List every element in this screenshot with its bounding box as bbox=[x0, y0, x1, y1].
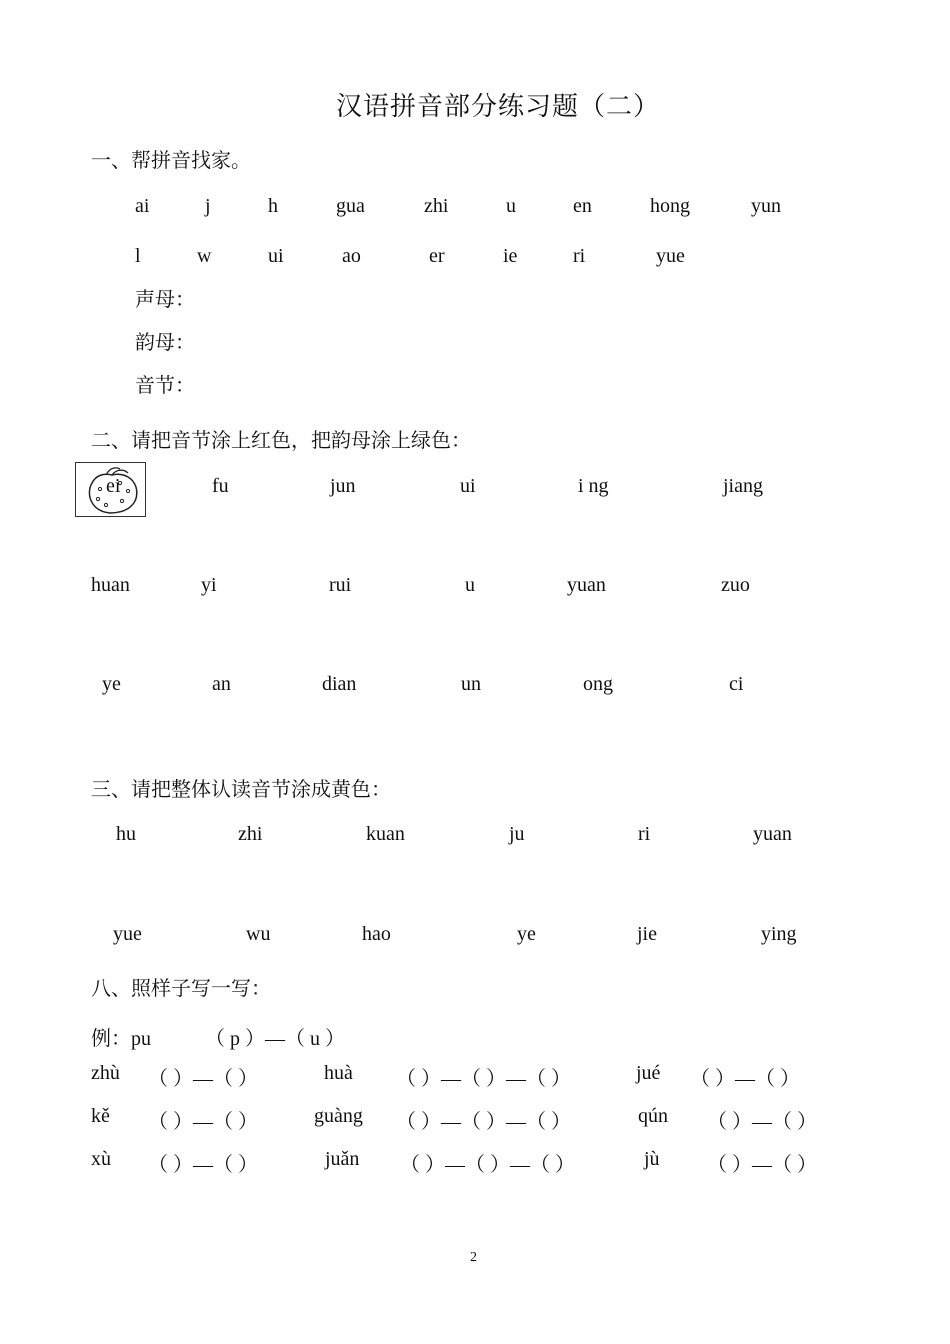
pinyin-item: ci bbox=[729, 673, 744, 695]
section2-heading: 二、请把音节涂上红色，把韵母涂上绿色： bbox=[91, 430, 471, 452]
pinyin-item: jie bbox=[637, 923, 657, 945]
exercise-blanks: （ ）—（ ） bbox=[690, 1068, 800, 1090]
pinyin-item: l bbox=[135, 245, 141, 267]
section3-heading: 三、请把整体认读音节涂成黄色： bbox=[91, 779, 391, 801]
pinyin-item: jun bbox=[330, 475, 356, 497]
page-title: 汉语拼音部分练习题（二） bbox=[336, 92, 661, 121]
pinyin-item: i ng bbox=[578, 475, 609, 497]
pinyin-item: wu bbox=[246, 923, 271, 945]
strawberry-example-box bbox=[75, 462, 146, 517]
pinyin-item: an bbox=[212, 673, 231, 695]
pinyin-item: ri bbox=[573, 245, 586, 267]
pinyin-item: ye bbox=[517, 923, 536, 945]
pinyin-item: ai bbox=[135, 195, 150, 217]
pinyin-item: er bbox=[429, 245, 445, 267]
pinyin-item: huan bbox=[91, 574, 130, 596]
exercise-syllable: jù bbox=[644, 1148, 660, 1170]
pinyin-item: un bbox=[461, 673, 481, 695]
pinyin-item: fu bbox=[212, 475, 229, 497]
pinyin-item: j bbox=[205, 195, 211, 217]
pinyin-item: kuan bbox=[366, 823, 405, 845]
pinyin-item: u bbox=[506, 195, 516, 217]
page-number: 2 bbox=[470, 1250, 477, 1265]
exercise-blanks: （ ）—（ ） bbox=[707, 1111, 817, 1133]
exercise-syllable: juǎn bbox=[325, 1148, 360, 1170]
exercise-blanks: （ ）—（ ） bbox=[148, 1154, 258, 1176]
exercise-blanks: （ ）—（ ） bbox=[148, 1111, 258, 1133]
pinyin-item: ui bbox=[268, 245, 284, 267]
exercise-syllable: qún bbox=[638, 1105, 668, 1127]
pinyin-item: hong bbox=[650, 195, 690, 217]
pinyin-item: ao bbox=[342, 245, 361, 267]
pinyin-item: yue bbox=[656, 245, 685, 267]
shengmu-label: 声母： bbox=[135, 289, 195, 311]
pinyin-item: zuo bbox=[721, 574, 750, 596]
exercise-syllable: xù bbox=[91, 1148, 111, 1170]
pinyin-item: yuan bbox=[753, 823, 792, 845]
pinyin-item: jiang bbox=[723, 475, 763, 497]
pinyin-item: hu bbox=[116, 823, 136, 845]
pinyin-item: ie bbox=[503, 245, 518, 267]
exercise-blanks: （ ）—（ ） bbox=[148, 1068, 258, 1090]
exercise-blanks: （ ）—（ ）—（ ） bbox=[400, 1154, 575, 1176]
exercise-syllable: huà bbox=[324, 1062, 353, 1084]
pinyin-item: yi bbox=[201, 574, 217, 596]
pinyin-item: dian bbox=[322, 673, 357, 695]
pinyin-item: w bbox=[197, 245, 212, 267]
pinyin-item: en bbox=[573, 195, 592, 217]
example-parts: （ p ）—（ u ） bbox=[205, 1028, 345, 1050]
example-label: 例：pu bbox=[91, 1028, 151, 1050]
yunmu-label: 韵母： bbox=[135, 332, 195, 354]
pinyin-item: hao bbox=[362, 923, 391, 945]
pinyin-item: zhi bbox=[238, 823, 263, 845]
yinjie-label: 音节： bbox=[135, 375, 195, 397]
exercise-blanks: （ ）—（ ）—（ ） bbox=[396, 1111, 571, 1133]
pinyin-item: h bbox=[268, 195, 278, 217]
exercise-syllable: guàng bbox=[314, 1105, 363, 1127]
section1-heading: 一、帮拼音找家。 bbox=[91, 150, 251, 172]
pinyin-item: ying bbox=[761, 923, 797, 945]
example-syllable: ei bbox=[106, 475, 121, 497]
pinyin-item: u bbox=[465, 574, 475, 596]
exercise-syllable: kě bbox=[91, 1105, 110, 1127]
pinyin-item: yuan bbox=[567, 574, 606, 596]
pinyin-item: ong bbox=[583, 673, 613, 695]
pinyin-item: zhi bbox=[424, 195, 449, 217]
exercise-syllable: zhù bbox=[91, 1062, 120, 1084]
pinyin-item: ri bbox=[638, 823, 651, 845]
pinyin-item: yue bbox=[113, 923, 142, 945]
pinyin-item: rui bbox=[329, 574, 352, 596]
pinyin-item: gua bbox=[336, 195, 365, 217]
section8-heading: 八、照样子写一写： bbox=[91, 978, 271, 1000]
pinyin-item: ye bbox=[102, 673, 121, 695]
pinyin-item: ui bbox=[460, 475, 476, 497]
pinyin-item: ju bbox=[509, 823, 525, 845]
exercise-syllable: jué bbox=[636, 1062, 661, 1084]
exercise-blanks: （ ）—（ ） bbox=[707, 1154, 817, 1176]
exercise-blanks: （ ）—（ ）—（ ） bbox=[396, 1068, 571, 1090]
pinyin-item: yun bbox=[751, 195, 781, 217]
